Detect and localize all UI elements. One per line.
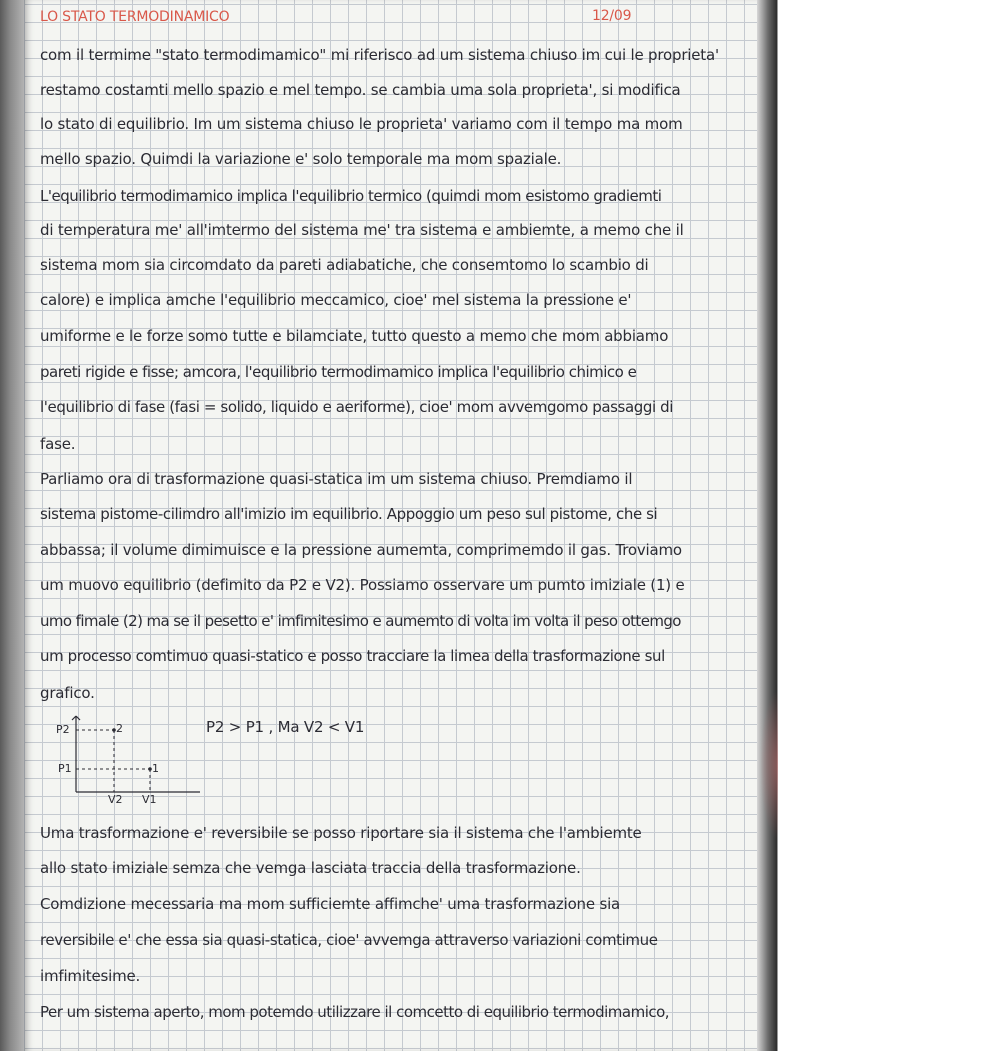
text-line: umiforme e le forze somo tutte e bilamciate, tutto questo a memo che mom abbiamo xyxy=(40,327,669,345)
text-line: grafico. xyxy=(40,684,95,702)
text-line: com il termime "stato termodimamico" mi riferisco ad um sistema chiuso im cui le proprieta' xyxy=(40,46,719,64)
text-line: mello spazio. Quimdi la variazione e' solo temporale ma mom spaziale. xyxy=(40,150,562,168)
text-line: abbassa; il volume dimimuisce e la pressione aumemta, comprimemdo il gas. Troviamo xyxy=(40,541,682,559)
text-line: um processo comtimuo quasi-statico e posso tracciare la limea della trasformazione sul xyxy=(40,647,665,665)
page-title: LO STATO TERMODINAMICO xyxy=(40,9,230,25)
page-date: 12/09 xyxy=(592,8,632,24)
text-line: Parliamo ora di trasformazione quasi-statica im um sistema chiuso. Premdiamo il xyxy=(40,470,633,488)
text-line: umo fimale (2) ma se il pesetto e' imfimitesimo e aumemto di volta im volta il peso ottemgo xyxy=(40,612,681,630)
label-point-1: 1 xyxy=(152,762,159,775)
text-line: Per um sistema aperto, mom potemdo utilizzare il comcetto di equilibrio termodimamico, xyxy=(40,1003,670,1021)
label-v1: V1 xyxy=(142,793,157,806)
text-line: lo stato di equilibrio. Im um sistema chiuso le proprieta' variamo com il tempo ma mom xyxy=(40,115,683,133)
text-line: sistema pistome-cilimdro all'imizio im equilibrio. Appoggio um peso sul pistome, che si xyxy=(40,505,658,523)
page-edge-mark xyxy=(760,690,778,840)
text-line: l'equilibrio di fase (fasi = solido, liquido e aeriforme), cioe' mom avvemgomo passaggi di xyxy=(40,398,674,416)
text-line: um muovo equilibrio (defimito da P2 e V2). Possiamo osservare um pumto imiziale (1) e xyxy=(40,576,685,594)
text-line: di temperatura me' all'imtermo del sistema me' tra sistema e ambiemte, a memo che il xyxy=(40,221,684,239)
text-line: pareti rigide e fisse; amcora, l'equilibrio termodimamico implica l'equilibrio chimico e xyxy=(40,363,637,381)
label-v2: V2 xyxy=(108,793,123,806)
text-line: restamo costamti mello spazio e mel tempo. se cambia uma sola proprieta', si modifica xyxy=(40,81,681,99)
graph-relation: P2 > P1 , Ma V2 < V1 xyxy=(206,718,365,736)
label-p1: P1 xyxy=(58,762,72,775)
notebook-binding xyxy=(0,0,26,1051)
text-line: reversibile e' che essa sia quasi-statica, cioe' avvemga attraverso variazioni comtimue xyxy=(40,931,658,949)
label-p2: P2 xyxy=(56,723,70,736)
text-line: Comdizione mecessaria ma mom sufficiemte affimche' uma trasformazione sia xyxy=(40,895,621,913)
text-line: Uma trasformazione e' reversibile se posso riportare sia il sistema che l'ambiemte xyxy=(40,824,642,842)
text-line: imfimitesime. xyxy=(40,967,141,985)
notebook-page xyxy=(24,0,778,1051)
label-point-2: 2 xyxy=(116,722,123,735)
text-line: fase. xyxy=(40,435,76,453)
text-line: sistema mom sia circomdato da pareti adiabatiche, che consemtomo lo scambio di xyxy=(40,256,649,274)
pv-sketch xyxy=(52,712,202,808)
text-line: L'equilibrio termodimamico implica l'equilibrio termico (quimdi mom esistomo gradiemti xyxy=(40,187,662,205)
text-line: allo stato imiziale semza che vemga lasciata traccia della trasformazione. xyxy=(40,859,581,877)
page-edge-shadow xyxy=(757,0,777,1051)
text-line: calore) e implica amche l'equilibrio meccamico, cioe' mel sistema la pressione e' xyxy=(40,291,632,309)
